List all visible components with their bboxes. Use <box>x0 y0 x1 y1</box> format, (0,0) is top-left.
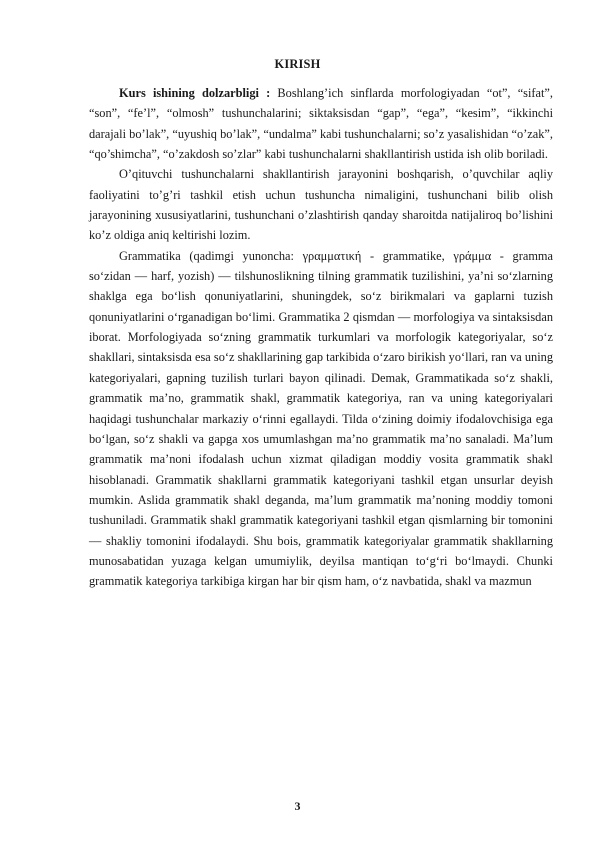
body-text <box>89 83 553 592</box>
page-title: KIRISH <box>274 57 321 71</box>
paragraph-lead: Kurs ishining dolzarbligi : <box>119 86 271 100</box>
paragraph-text: Boshlang’ich sinflarda morfologiyadan “ot”, “sifat”, “son”, “fe’l”, “olmosh” tushunchalarini; siktaksisdan “gap”, “ega”, “kesim”, “ikkinchi darajali bo’lak”, “uyushiq bo’lak”, “undalma” kabi tushunchalarni; so’z yasalishidan “o’zak”, “qo’shimcha”, “o’zakdosh so’zlar” kabi tushunchalarni shakllantirish ustida ish olib boriladi. <box>89 86 553 162</box>
paragraph-relevance <box>89 83 553 164</box>
paragraph-teacher <box>89 164 553 245</box>
paragraph-grammar <box>89 246 553 592</box>
paragraph-text: O’qituvchi tushunchalarni shakllantirish jarayonini boshqarish, o’quvchilar aqliy faoliyatini to’g’ri tashkil etish uchun tushuncha nimaligini, tushunchani bilib olish jarayonining xususiyatlarini, tushunchani o’zlashtirish qanday sharoitda natijaliroq bo’lishini ko’z oldiga aniq keltirishi lozim. <box>89 167 553 243</box>
page-number: 3 <box>294 799 301 813</box>
paragraph-text: Grammatika (qadimgi yunoncha: γραμματική - grammatike, γράμμα - gramma so‘zidan — harf, yozish) — tilshunoslikning tilning grammatik tuzilishini, ya’ni so‘zlarning shaklga ega bo‘lish qonuniyatlarini, shuningdek, so‘z birikmalari va gaplarni tuzish qonuniyatlarini o‘rganadigan bo‘limi. Grammatika 2 qismdan — morfologiya va sintaksisdan iborat. Morfologiyada so‘zning grammatik turkumlari va morfologik kategoriyalar, so‘z shakllari, sintaksisda esa so‘z shakllarining gap tarkibida o‘zaro birikish yo‘llari, ran va uning kategoriyalari, gapning tuzilish turlari bayon qilinadi. Demak, Grammatikada so‘z shakli, grammatik ma’no, grammatik shakl, grammatik kategoriya, ran va uning kategoriyalari haqidagi tushunchalar markaziy o‘rinni egallaydi. Tilda o‘zining doimiy ifodalovchisiga ega bo‘lgan, so‘z shakli va gapga xos umumlashgan ma’no grammatik ma’no sanaladi. Ma’lum grammatik ma’noni ifodalash uchun xizmat qiladigan moddiy vosita grammatik shakl hisoblanadi. Grammatik shakllarni grammatik kategoriyani tashkil etgan unsurlar deyish mumkin. Aslida grammatik shakl deganda, ma’lum grammatik ma’noning moddiy tomoni tushuniladi. Grammatik shakl grammatik kategoriyani tashkil etgan qismlarning bir tomonini — shakliy tomonini ifodalaydi. Shu bois, grammatik kategoriyalar grammatik shakllarning munosabatidan yuzaga kelgan umumiylik, deyilsa mantiqan to‘g‘ri bo‘lmaydi. Chunki grammatik kategoriya tarkibiga kirgan har bir qism ham, o‘z navbatida, shakl va mazmun <box>89 248 553 589</box>
